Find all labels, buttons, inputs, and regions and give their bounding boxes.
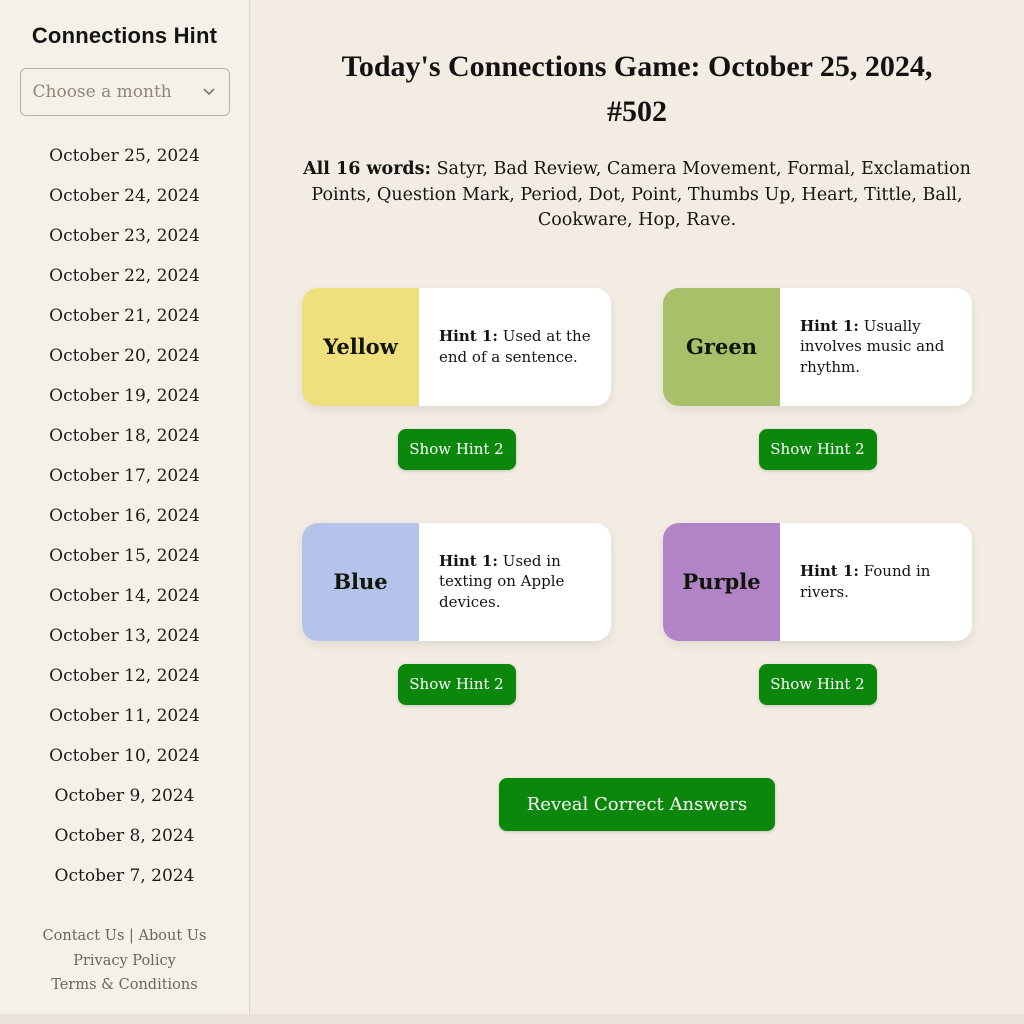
hint-card-group-yellow: [302, 288, 611, 470]
sidebar-item-date[interactable]: October 9, 2024: [54, 786, 195, 806]
sidebar-item-date[interactable]: October 23, 2024: [49, 226, 200, 246]
about-us-link[interactable]: About Us: [138, 928, 207, 944]
hint-card-blue: [302, 523, 611, 641]
footer-separator: |: [129, 928, 134, 944]
sidebar-item-date[interactable]: October 20, 2024: [49, 346, 200, 366]
show-hint-2-button[interactable]: Show Hint 2: [759, 664, 877, 705]
show-hint-2-button[interactable]: Show Hint 2: [759, 429, 877, 470]
hint-body: [780, 288, 972, 406]
hint-card-group-blue: [302, 523, 611, 705]
month-select[interactable]: [20, 68, 230, 116]
words-list: Satyr, Bad Review, Camera Movement, Formal, Exclamation Points, Question Mark, Period, Dot, Point, Thumbs Up, Heart, Tittle, Ball, Cookware, Hop, Rave.: [311, 159, 971, 230]
reveal-answers-button[interactable]: Reveal Correct Answers: [499, 778, 775, 831]
blue-color-block: [302, 523, 419, 641]
hint-text: Used at the end of a sentence.: [439, 327, 591, 366]
color-label: Blue: [333, 569, 388, 594]
sidebar-item-date[interactable]: October 24, 2024: [49, 186, 200, 206]
hint-body: [419, 288, 611, 406]
hint-label: Hint 1:: [439, 551, 498, 570]
hint-body: [419, 523, 611, 641]
month-select-value: Choose a month: [32, 82, 172, 102]
green-color-block: [663, 288, 780, 406]
bottom-strip: [0, 1014, 1024, 1024]
sidebar-item-date[interactable]: October 17, 2024: [49, 466, 200, 486]
purple-color-block: [663, 523, 780, 641]
privacy-policy-link[interactable]: Privacy Policy: [73, 952, 176, 969]
sidebar-item-date[interactable]: October 21, 2024: [49, 306, 200, 326]
date-list: [49, 136, 200, 896]
chevron-down-icon: [203, 88, 215, 96]
sidebar: [0, 0, 250, 1024]
main-content: [250, 0, 1024, 1024]
hint-card-purple: [663, 523, 972, 641]
sidebar-item-date[interactable]: October 10, 2024: [49, 746, 200, 766]
sidebar-item-date[interactable]: October 19, 2024: [49, 386, 200, 406]
sidebar-item-date[interactable]: October 13, 2024: [49, 626, 200, 646]
sidebar-item-date[interactable]: October 12, 2024: [49, 666, 200, 686]
site-title: Connections Hint: [31, 23, 218, 48]
color-label: Purple: [682, 569, 761, 594]
color-label: Green: [686, 334, 757, 359]
words-summary: [303, 157, 971, 234]
hint-text: Usually involves music and rhythm.: [800, 316, 945, 376]
words-label: All 16 words:: [303, 159, 431, 179]
sidebar-item-date[interactable]: October 18, 2024: [49, 426, 200, 446]
sidebar-item-date[interactable]: October 7, 2024: [54, 866, 195, 886]
hint-label: Hint 1:: [800, 562, 859, 580]
show-hint-2-button[interactable]: Show Hint 2: [398, 429, 516, 470]
hint-card-group-purple: [663, 523, 972, 705]
contact-us-link[interactable]: Contact Us: [42, 928, 125, 944]
page-title: Today's Connections Game: October 25, 2024, #502: [341, 50, 933, 128]
color-label: Yellow: [323, 334, 398, 359]
sidebar-item-date[interactable]: October 8, 2024: [54, 826, 195, 846]
sidebar-item-date[interactable]: October 11, 2024: [49, 706, 200, 726]
sidebar-footer: [43, 924, 207, 998]
hint-cards-grid: [302, 288, 972, 705]
sidebar-item-date[interactable]: October 22, 2024: [49, 266, 200, 286]
sidebar-item-date[interactable]: October 25, 2024: [49, 146, 200, 166]
hint-label: Hint 1:: [439, 327, 498, 345]
hint-text: Found in rivers.: [800, 562, 931, 601]
sidebar-item-date[interactable]: October 16, 2024: [49, 506, 200, 526]
show-hint-2-button[interactable]: Show Hint 2: [398, 664, 516, 705]
hint-card-group-green: [663, 288, 972, 470]
yellow-color-block: [302, 288, 419, 406]
hint-text: Used in texting on Apple devices.: [439, 551, 565, 611]
sidebar-item-date[interactable]: October 15, 2024: [49, 546, 200, 566]
hint-card-green: [663, 288, 972, 406]
hint-body: [780, 523, 972, 641]
sidebar-item-date[interactable]: October 14, 2024: [49, 586, 200, 606]
terms-link[interactable]: Terms & Conditions: [51, 977, 198, 993]
hint-card-yellow: [302, 288, 611, 406]
hint-label: Hint 1:: [800, 316, 859, 335]
